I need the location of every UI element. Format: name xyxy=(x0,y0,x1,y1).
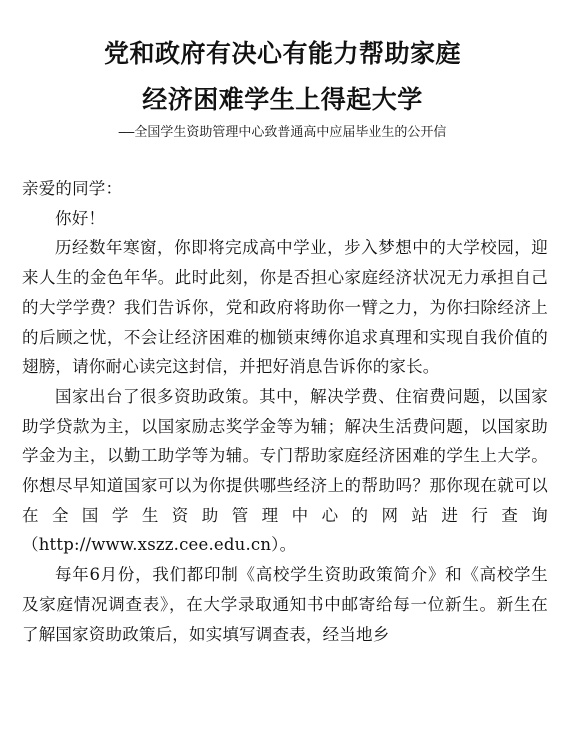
greeting: 你好！ xyxy=(55,208,106,228)
title-line-2: 经济困难学生上得起大学 xyxy=(142,87,423,114)
subtitle: ——全国学生资助管理中心致普通高中应届毕业生的公开信 xyxy=(118,125,447,140)
salutation: 亲爱的同学： xyxy=(22,179,123,198)
paragraph: 历经数年寒窗，你即将完成高中学业，步入梦想中的大学校园，迎来人生的金色年华。此时此刻，你是否担心家庭经济状况无力承担自己的大学学费？我们告诉你，党和政府将助你一臂之力，为你扫除经济上的后顾之忧，不会让经济困难的枷锁束缚你追求真理和实现自我价值的翅膀，请你耐心读完这封信，并把好消息告诉你的家长。 xyxy=(22,238,548,377)
title-line-1: 党和政府有决心有能力帮助家庭 xyxy=(103,41,461,68)
paragraph: 每年6月份，我们都印制《高校学生资助政策简介》和《高校学生及家庭情况调查表》，在大学录取通知书中邮寄给每一位新生。新生在了解国家资助政策后，如实填写调查表，经当地乡 xyxy=(22,565,548,644)
letter-body xyxy=(22,174,548,649)
paragraph: 国家出台了很多资助政策。其中，解决学费、住宿费问题，以国家助学贷款为主，以国家励志奖学金等为辅；解决生活费问题，以国家助学金为主，以勤工助学等为辅。专门帮助家庭经济困难的学生上大学。你想尽早知道国家可以为你提供哪些经济上的帮助吗？那你现在就可以在全国学生资助管理中心的网站进行查询（http://www.xszz.cee.edu.cn）。 xyxy=(22,386,548,555)
